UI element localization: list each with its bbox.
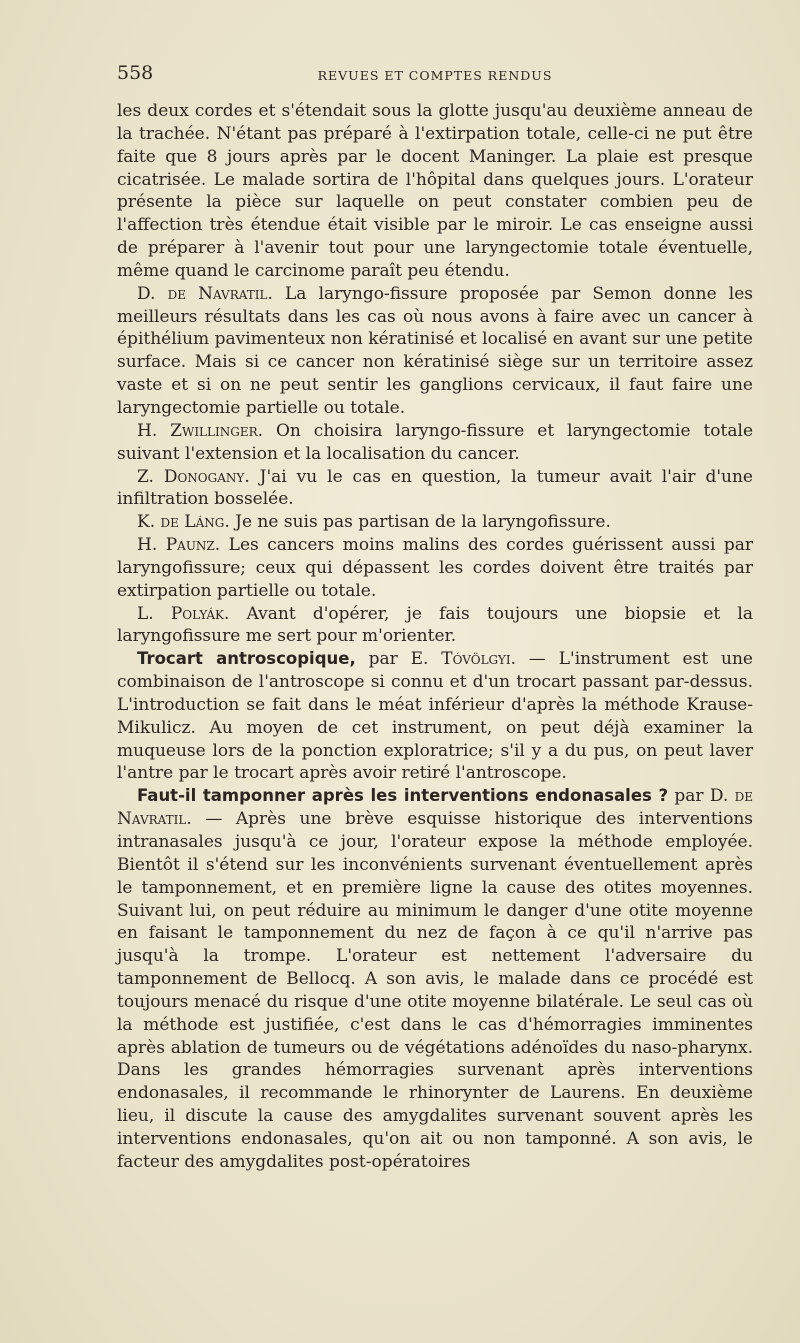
speaker-name: L. Polyák. xyxy=(137,603,230,624)
paragraph-text: les deux cordes et s'étendait sous la glotte jusqu'au deuxième anneau de la trachée. N'étant pas préparé à l'extirpation totale, celle-ci ne put être faite que 8 jours après par le docent Maninger. La plaie est presque cicatrisée. Le malade sortira de l'hôpital dans quelques jours. L'orateur présente la pièce sur laquelle on peut constater combien peu de l'affection très étendue était visible par le miroir. Le cas enseigne aussi de préparer à l'avenir tout pour une laryngectomie totale éventuelle, même quand le carcinome paraît peu étendu. xyxy=(117,101,753,281)
paragraph-text: J'ai vu le cas en question, la tumeur avait l'air d'une infiltration bosselée. xyxy=(117,466,753,510)
paragraph-text: La laryngo-fissure proposée par Semon donne les meilleurs résultats dans les cas où nous avons à faire avec un cancer à épithélium pavimenteux non kératinisé et localisé en avant sur une petite surface. Mais si ce cancer non kératinisé siège sur un territoire assez vaste et si on ne peut sentir les ganglions cervicaux, il faut faire une laryngectomie partielle ou totale. xyxy=(117,283,753,418)
communication-title: Faut-il tamponner après les interventions endonasales ? xyxy=(137,786,669,806)
page-number: 558 xyxy=(117,62,154,84)
paragraph-text: On choisira laryngo-fissure et laryngectomie totale suivant l'extension et la localisation du cancer. xyxy=(117,420,754,464)
speaker-name: H. Paunz. xyxy=(137,535,221,556)
communication-paragraph xyxy=(117,648,753,785)
speaker-name: H. Zwillinger. xyxy=(137,420,264,441)
communication-title: Trocart antroscopique, xyxy=(137,649,356,669)
article-body xyxy=(117,100,753,1174)
paragraph-text: Les cancers moins malins des cordes guérissent aussi par laryngofissure; ceux qui dépassent les cordes doivent être traités par extirpation partielle ou totale. xyxy=(117,535,754,601)
running-title: REVUES ET COMPTES RENDUS xyxy=(317,68,553,83)
author-name: E. Tóvölgyi. xyxy=(410,649,516,670)
paragraph-text: — Après une brève esquisse historique des interventions intranasales jusqu'à ce jour, l'orateur expose la méthode employée. Bientôt il s'étend sur les inconvénients survenant éventuellement après le tamponnement, et en première ligne la cause des otites moyennes. Suivant lui, on peut réduire au minimum le danger d'une otite moyenne en faisant le tamponnement du nez de façon à ce qu'il n'arrive pas jusqu'à la trompe. L'orateur est nettement l'adversaire du tamponnement de Bellocq. A son avis, le malade dans ce procédé est toujours menacé du risque d'une otite moyenne bilatérale. Le seul cas où la méthode est justifiée, c'est dans le cas d'hémorragies imminentes après ablation de tumeurs ou de végétations adénoïdes du naso-pharynx. Dans les grandes hémorragies survenant après interventions endonasales, il recommande le rhinorynter de Laurens. En deuxième lieu, il discute la cause des amygdalites survenant souvent après les interventions endonasales, qu'on ait ou non tamponné. A son avis, le facteur des amygdalites post-opératoires xyxy=(117,809,753,1172)
discussion-paragraph xyxy=(117,466,753,512)
author-prefix: par xyxy=(668,786,710,807)
discussion-paragraph xyxy=(117,283,753,420)
speaker-name: K. de Láng. xyxy=(137,512,230,533)
communication-paragraph xyxy=(117,785,753,1173)
discussion-paragraph xyxy=(117,603,753,649)
author-name: D. de Navratil. xyxy=(117,786,754,830)
paragraph-text: — L'instrument est une combinaison de l'antroscope si connu et d'un trocart passant par-dessus. L'introduction se fait dans le méat inférieur d'après la méthode Krause-Mikulicz. Au moyen de cet instrument, on peut déjà examiner la muqueuse lors de la ponction exploratrice; s'il y a du pus, on peut laver l'antre par le trocart après avoir retiré l'antroscope. xyxy=(117,649,753,784)
page-header xyxy=(117,62,753,86)
author-prefix: par xyxy=(355,649,411,670)
paragraph-text: Avant d'opérer, je fais toujours une biopsie et la laryngofissure me sert pour m'orienter. xyxy=(117,603,753,647)
paragraph xyxy=(117,100,753,283)
discussion-paragraph xyxy=(117,511,753,534)
speaker-name: Z. Donogany. xyxy=(137,466,250,487)
paragraph-text: Je ne suis pas partisan de la laryngofissure. xyxy=(229,512,611,533)
discussion-paragraph xyxy=(117,420,753,466)
speaker-name: D. de Navratil. xyxy=(137,283,273,304)
discussion-paragraph xyxy=(117,534,753,603)
